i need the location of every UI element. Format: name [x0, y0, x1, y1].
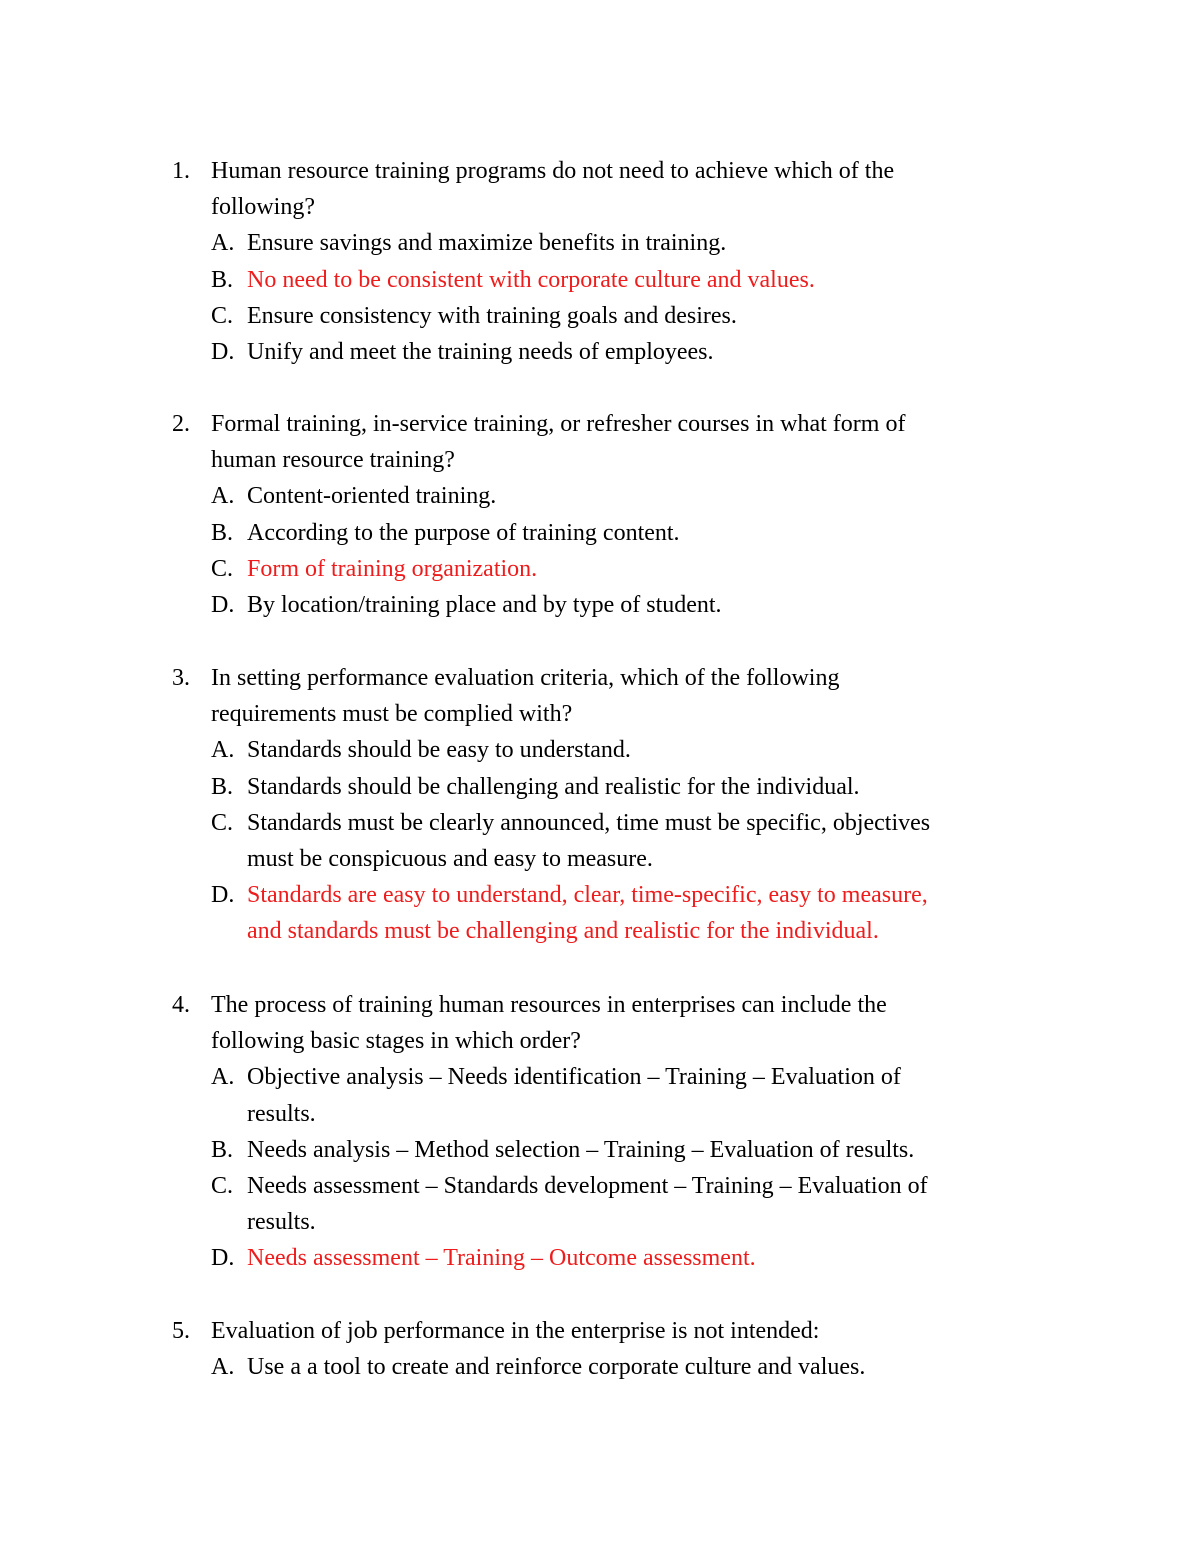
question-number: 5.: [172, 1318, 190, 1344]
option-letter: A.: [211, 230, 235, 257]
option-letter: A.: [211, 1354, 235, 1381]
option-letter: B.: [211, 1136, 234, 1163]
question-stem: Evaluation of job performance in the enterprise is not intended:: [211, 1318, 820, 1344]
option-text: Ensure savings and maximize benefits in training.: [247, 230, 727, 257]
option-text: Standards are easy to understand, clear, time-specific, easy to measure,: [247, 882, 928, 909]
option-text: Needs analysis – Method selection – Training – Evaluation of results.: [247, 1136, 915, 1163]
question-number: 3.: [172, 665, 190, 691]
option-letter: B.: [211, 519, 234, 546]
option-letter: C.: [211, 555, 234, 582]
question-stem: Human resource training programs do not need to achieve which of the: [211, 158, 895, 184]
option-text: Objective analysis – Needs identification – Training – Evaluation of: [247, 1064, 901, 1091]
option-text: Needs assessment – Standards development – Training – Evaluation of: [247, 1173, 928, 1199]
option-text: must be conspicuous and easy to measure.: [247, 846, 653, 872]
question-number: 4.: [172, 992, 190, 1018]
option-text: results.: [247, 1100, 316, 1127]
option-text: By location/training place and by type of student.: [247, 592, 722, 618]
option-text: Ensure consistency with training goals and desires.: [247, 302, 737, 329]
option-letter: B.: [211, 773, 234, 800]
option-text: Form of training organization.: [247, 555, 538, 582]
option-letter: D.: [211, 882, 235, 909]
option-letter: B.: [211, 266, 234, 293]
question-stem: In setting performance evaluation criteria, which of the following: [211, 665, 840, 691]
question-stem: requirements must be complied with?: [211, 701, 573, 728]
option-letter: D.: [211, 1245, 235, 1272]
option-text: and standards must be challenging and realistic for the individual.: [247, 918, 879, 945]
option-text: Standards should be challenging and realistic for the individual.: [247, 773, 860, 800]
question-number: 2.: [172, 411, 190, 437]
option-text: Content-oriented training.: [247, 483, 497, 510]
question-number: 1.: [172, 158, 190, 184]
question-stem: following?: [211, 194, 315, 221]
option-text: Needs assessment – Training – Outcome assessment.: [247, 1245, 756, 1272]
option-text: Unify and meet the training needs of employees.: [247, 339, 714, 365]
question-stem: following basic stages in which order?: [211, 1028, 581, 1055]
question-stem: Formal training, in-service training, or refresher courses in what form of: [211, 411, 906, 437]
option-letter: A.: [211, 737, 235, 764]
option-letter: C.: [211, 809, 234, 836]
option-letter: C.: [211, 1173, 234, 1199]
option-text: Standards must be clearly announced, time must be specific, objectives: [247, 809, 931, 836]
option-letter: D.: [211, 592, 235, 618]
option-text: Use a a tool to create and reinforce corporate culture and values.: [247, 1354, 866, 1381]
option-letter: A.: [211, 1064, 235, 1091]
option-text: results.: [247, 1209, 316, 1236]
question-stem: The process of training human resources in enterprises can include the: [211, 992, 887, 1018]
option-text: No need to be consistent with corporate culture and values.: [247, 266, 815, 293]
option-text: Standards should be easy to understand.: [247, 737, 631, 764]
option-letter: C.: [211, 302, 234, 329]
option-letter: D.: [211, 339, 235, 365]
option-letter: A.: [211, 483, 235, 510]
question-stem: human resource training?: [211, 447, 455, 474]
option-text: According to the purpose of training content.: [247, 519, 680, 546]
